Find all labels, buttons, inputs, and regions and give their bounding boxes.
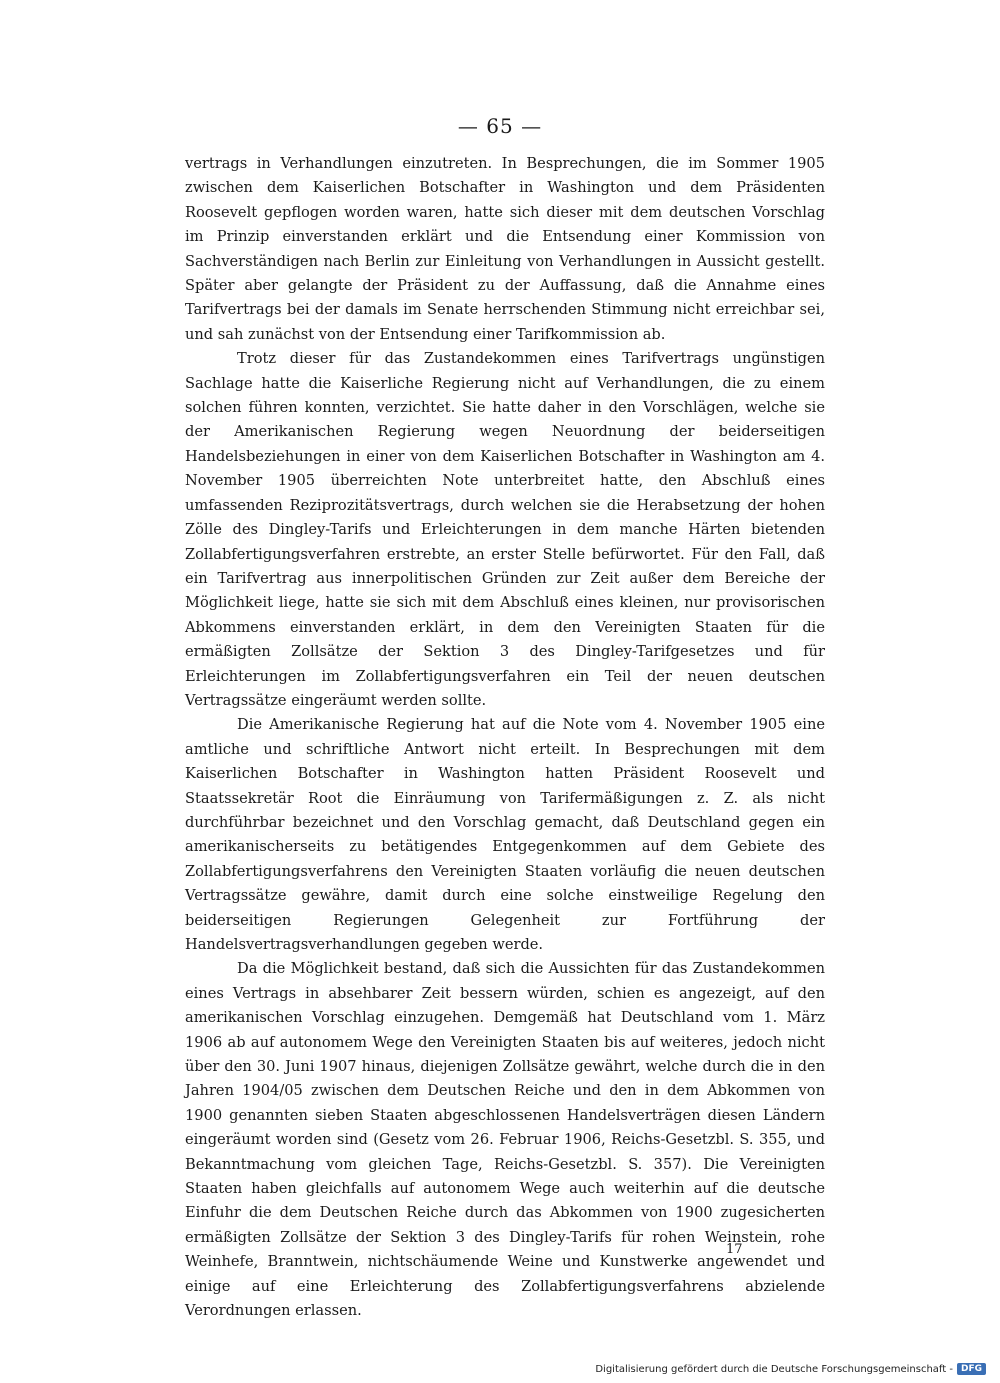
- footer-text: Digitalisierung gefördert durch die Deutsche Forschungsgemeinschaft -: [595, 1363, 953, 1375]
- document-body: [185, 152, 825, 1324]
- digitization-footer: [595, 1363, 986, 1375]
- paragraph-4: Da die Möglichkeit bestand, daß sich die Aussichten für das Zustandekommen eines Vertrags in absehbarer Zeit bessern würden, schien es angezeigt, auf den amerikanischen Vorschlag einzugehen. Demgemäß hat Deutschland vom 1. März 1906 ab auf autonomem Wege den Vereinigten Staaten bis auf weiteres, jedoch nicht über den 30. Juni 1907 hinaus, diejenigen Zollsätze gewährt, welche durch die in den Jahren 1904/05 zwischen dem Deutschen Reiche und den in dem Abkommen von 1900 genannten sieben Staaten abgeschlossenen Handelsverträgen diesen Ländern eingeräumt worden sind (Gesetz vom 26. Februar 1906, Reichs-Gesetzbl. S. 355, und Bekanntmachung vom gleichen Tage, Reichs-Gesetzbl. S. 357). Die Vereinigten Staaten haben gleichfalls auf autonomem Wege auch weiterhin auf die deutsche Einfuhr die dem Deutschen Reiche durch das Abkommen von 1900 zugesicherten ermäßigten Zollsätze der Sektion 3 des Dingley-Tarifs für rohen Weinstein, rohe Weinhefe, Branntwein, nichtschäumende Weine und Kunstwerke angewendet und einige auf eine Erleichterung des Zollabfertigungsverfahrens abzielende Verordnungen erlassen.: [185, 960, 825, 1320]
- page-number-header: — 65 —: [457, 114, 543, 138]
- paragraph-2: Trotz dieser für das Zustandekommen eines Tarifvertrags ungünstigen Sachlage hatte die Kaiserliche Regierung nicht auf Verhandlungen, die zu einem solchen führen konnten, verzichtet. Sie hatte daher in den Vorschlägen, welche sie der Amerikanischen Regierung wegen Neuordnung der beiderseitigen Handelsbeziehungen in einer von dem Kaiserlichen Botschafter in Washington am 4. November 1905 überreichten Note unterbreitet hatte, den Abschluß eines umfassenden Reziprozitätsvertrags, durch welchen sie die Herabsetzung der hohen Zölle des Dingley-Tarifs und Erleichterungen in dem manche Härten bietenden Zollabfertigungsverfahren erstrebte, an erster Stelle befürwortet. Für den Fall, daß ein Tarifvertrag aus innerpolitischen Gründen zur Zeit außer dem Bereiche der Möglichkeit liege, hatte sie sich mit dem Abschluß eines kleinen, nur provisorischen Abkommens einverstanden erklärt, in dem den Vereinigten Staaten für die ermäßigten Zollsätze der Sektion 3 des Dingley-Tarifgesetzes und für Erleichterungen im Zollabfertigungsverfahren ein Teil der neuen deutschen Vertragssätze eingeräumt werden sollte.: [185, 350, 825, 709]
- paragraph-1: vertrags in Verhandlungen einzutreten. In Besprechungen, die im Sommer 1905 zwischen dem Kaiserlichen Botschafter in Washington und dem Präsidenten Roosevelt gepflogen worden waren, hatte sich dieser mit dem deutschen Vorschlag im Prinzip einverstanden erklärt und die Entsendung einer Kommission von Sachverständigen nach Berlin zur Einleitung von Verhandlungen in Aussicht gestellt. Später aber gelangte der Präsident zu der Auffassung, daß die Annahme eines Tarifvertrags bei der damals im Senate herrschenden Stimmung nicht erreichbar sei, und sah zunächst von der Entsendung einer Tarifkommission ab.: [185, 155, 825, 343]
- paragraph-3: Die Amerikanische Regierung hat auf die Note vom 4. November 1905 eine amtliche und schriftliche Antwort nicht erteilt. In Besprechungen mit dem Kaiserlichen Botschafter in Washington hatten Präsident Roosevelt und Staatssekretär Root die Einräumung von Tarifermäßigungen z. Z. als nicht durchführbar bezeichnet und den Vorschlag gemacht, daß Deutschland gegen ein amerikanischerseits zu betätigendes Entgegenkommen auf dem Gebiete des Zollabfertigungsverfahrens den Vereinigten Staaten vorläufig die neuen deutschen Vertragssätze gewähre, damit durch eine solche einstweilige Regelung den beiderseitigen Regierungen Gelegenheit zur Fortführung der Handelsvertragsverhandlungen gegeben werde.: [185, 716, 825, 953]
- signature-mark: 17: [726, 1242, 743, 1257]
- dfg-logo-icon: DFG: [957, 1363, 986, 1375]
